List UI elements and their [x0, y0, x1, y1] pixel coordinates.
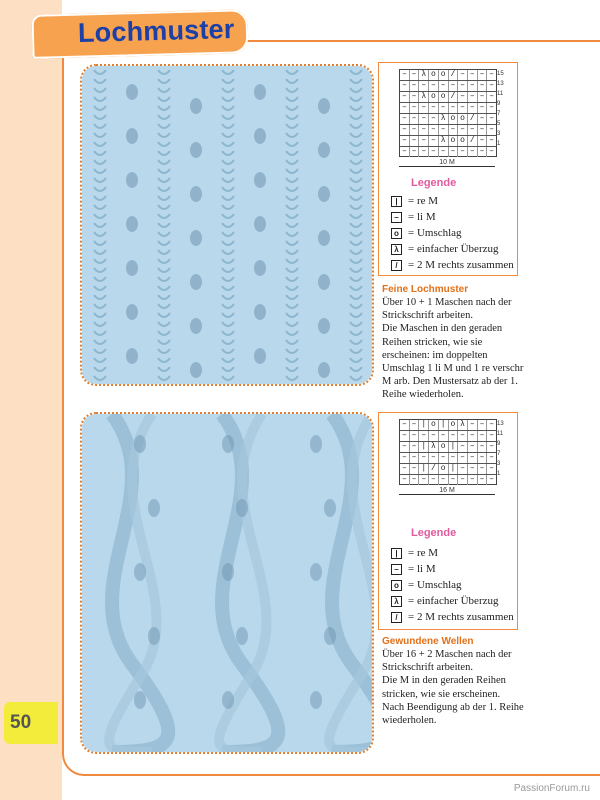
chart-row: [400, 147, 496, 157]
eyelet-hole: [126, 216, 138, 232]
legend-item-text: = 2 M rechts zusammen: [408, 611, 514, 623]
chart-cell: –: [468, 81, 478, 91]
chart-cell: /: [429, 464, 439, 474]
chart-cell: –: [439, 81, 449, 91]
chart-cell: –: [478, 442, 488, 452]
legend-item: [391, 257, 515, 273]
eyelet-hole: [310, 563, 322, 581]
chart-cell: –: [478, 103, 488, 113]
eyelet-hole: [190, 274, 202, 290]
chart-row-number: 7: [497, 451, 501, 457]
chart-cell: –: [410, 136, 420, 146]
chart-cell: –: [429, 453, 439, 463]
eyelet-hole: [318, 186, 330, 202]
chart-cell: –: [458, 464, 468, 474]
chart-cell: –: [458, 475, 468, 485]
chart-row: [400, 420, 496, 431]
chart-cell: –: [478, 420, 488, 430]
chart-cell: /: [468, 114, 478, 124]
chart-cell: –: [489, 70, 495, 79]
purl-symbol-icon: –: [391, 564, 402, 575]
chart-cell: –: [489, 442, 495, 451]
legend-item: [391, 545, 515, 561]
chart-cell: –: [468, 464, 478, 474]
chart-cell: –: [478, 92, 488, 102]
chart-cell: –: [400, 114, 410, 124]
eyelet-hole: [318, 362, 330, 378]
chart-cell: –: [468, 125, 478, 135]
chart-cell: –: [458, 431, 468, 441]
chart-cell: –: [429, 81, 439, 91]
chart-cell: –: [489, 147, 495, 156]
chart-row: [400, 114, 496, 125]
ssk-symbol-icon: λ: [391, 596, 402, 607]
chart-cell: –: [489, 92, 495, 101]
chart-row-number: 3: [497, 131, 501, 137]
chart-cell: |: [419, 420, 429, 430]
chart-cell: –: [478, 125, 488, 135]
page-title: Lochmuster: [77, 13, 235, 49]
chart-cell: –: [449, 147, 459, 157]
chart-cell: –: [449, 103, 459, 113]
chart-cell: –: [400, 431, 410, 441]
chart-cell: λ: [458, 420, 468, 430]
chart-row-number: 9: [497, 441, 501, 447]
chart-cell: –: [468, 70, 478, 80]
yarn-over-symbol-icon: o: [391, 228, 402, 239]
legend-item-text: = Umschlag: [408, 579, 462, 591]
chart-cell: –: [468, 475, 478, 485]
eyelet-hole: [318, 230, 330, 246]
chart-cell: λ: [419, 92, 429, 102]
eyelet-hole: [126, 172, 138, 188]
swatch-photo-feine-lochmuster: [80, 64, 374, 386]
chart-cell: |: [439, 420, 449, 430]
chart-row-numbers-2: [497, 419, 504, 479]
chart-cell: –: [468, 453, 478, 463]
chart-cell: –: [489, 475, 495, 484]
k2tog-symbol-icon: /: [391, 260, 402, 271]
chart-cell: –: [489, 431, 495, 440]
chart-legend-box-2: [378, 412, 518, 630]
chart-repeat-label-1: 10 M: [399, 159, 495, 167]
chart-cell: |: [449, 464, 459, 474]
chart-cell: λ: [439, 136, 449, 146]
chart-row-number: 13: [497, 81, 504, 87]
chart-cell: –: [478, 114, 488, 124]
eyelet-hole: [254, 128, 266, 144]
chart-cell: –: [449, 431, 459, 441]
chart-row-number: 3: [497, 461, 501, 467]
chart-cell: –: [400, 475, 410, 485]
legend-item-text: = 2 M rechts zusammen: [408, 259, 514, 271]
chart-cell: –: [458, 125, 468, 135]
chart-cell: o: [439, 442, 449, 452]
chart-row-numbers-1: [497, 69, 504, 149]
knitting-chart-2: [399, 419, 497, 485]
chart-row-number: 9: [497, 101, 501, 107]
chart-cell: –: [478, 147, 488, 157]
chart-cell: –: [489, 464, 495, 473]
knitting-chart-1: [399, 69, 497, 157]
chart-cell: –: [400, 453, 410, 463]
chart-row: [400, 70, 496, 81]
legend-item: [391, 593, 515, 609]
knit-symbol-icon: |: [391, 548, 402, 559]
chart-cell: –: [410, 420, 420, 430]
chart-cell: –: [468, 442, 478, 452]
eyelet-hole: [318, 98, 330, 114]
eyelet-hole: [254, 348, 266, 364]
legend-item: [391, 577, 515, 593]
chart-cell: –: [429, 125, 439, 135]
watermark: PassionForum.ru: [513, 783, 590, 794]
chart-cell: –: [419, 114, 429, 124]
legend-item: [391, 225, 515, 241]
chart-cell: |: [419, 442, 429, 452]
chart-cell: –: [400, 70, 410, 80]
eyelet-hole: [148, 627, 160, 645]
pattern-instructions-2: Über 16 + 2 Maschen nach der Strickschrift arbeiten. Die M in den geraden Reihen stricken, wie sie erscheinen. Nach Beendigung ab der 1. Reihe wiederholen.: [382, 649, 524, 727]
chart-cell: –: [449, 125, 459, 135]
chart-cell: –: [439, 103, 449, 113]
chart-cell: –: [429, 103, 439, 113]
chart-cell: |: [419, 464, 429, 474]
chart-cell: o: [429, 92, 439, 102]
legend-list-2: [391, 545, 515, 625]
chart-cell: –: [410, 431, 420, 441]
purl-symbol-icon: –: [391, 212, 402, 223]
legend-item-text: = re M: [408, 195, 439, 207]
chart-cell: –: [439, 431, 449, 441]
chart-cell: –: [458, 147, 468, 157]
chart-cell: –: [478, 453, 488, 463]
chart-cell: /: [449, 70, 459, 80]
swatch-background: [82, 66, 372, 384]
chart-legend-box-1: [378, 62, 518, 276]
eyelet-hole: [324, 499, 336, 517]
eyelet-hole: [148, 499, 160, 517]
chart-cell: –: [458, 453, 468, 463]
eyelet-hole: [190, 186, 202, 202]
chart-row-number: 1: [497, 141, 501, 147]
chart-cell: o: [439, 70, 449, 80]
chart-cell: –: [410, 453, 420, 463]
chart-cell: –: [419, 475, 429, 485]
chart-cell: |: [449, 442, 459, 452]
page-number: 50: [10, 712, 32, 733]
chart-cell: –: [439, 453, 449, 463]
chart-cell: –: [439, 125, 449, 135]
chart-cell: λ: [439, 114, 449, 124]
eyelet-hole: [222, 691, 234, 709]
chart-cell: –: [468, 420, 478, 430]
chart-cell: –: [489, 114, 495, 123]
chart-cell: o: [429, 70, 439, 80]
eyelet-hole: [126, 84, 138, 100]
chart-cell: –: [478, 136, 488, 146]
eyelet-hole: [318, 274, 330, 290]
chart-cell: –: [458, 103, 468, 113]
chart-cell: –: [419, 453, 429, 463]
eyelet-hole: [236, 627, 248, 645]
chart-cell: –: [489, 453, 495, 462]
chart-row-number: 11: [497, 431, 504, 437]
eyelet-hole: [190, 142, 202, 158]
chart-cell: /: [449, 92, 459, 102]
chart-cell: o: [429, 420, 439, 430]
chart-row-number: 7: [497, 111, 501, 117]
eyelet-hole: [126, 348, 138, 364]
chart-cell: –: [410, 442, 420, 452]
chart-row-number: 5: [497, 121, 501, 127]
chart-row: [400, 81, 496, 92]
legend-item: [391, 193, 515, 209]
chart-cell: –: [458, 442, 468, 452]
chart-cell: o: [439, 464, 449, 474]
eyelet-hole: [324, 627, 336, 645]
eyelet-hole: [134, 563, 146, 581]
chart-row: [400, 125, 496, 136]
chart-cell: –: [400, 464, 410, 474]
chart-cell: –: [410, 147, 420, 157]
chart-row-number: 13: [497, 421, 504, 427]
chart-cell: –: [410, 475, 420, 485]
eyelet-hole: [190, 230, 202, 246]
chart-cell: –: [439, 475, 449, 485]
chart-cell: o: [439, 92, 449, 102]
chart-cell: o: [449, 114, 459, 124]
eyelet-hole: [254, 304, 266, 320]
chart-cell: –: [410, 92, 420, 102]
legend-title-1: Legende: [411, 177, 457, 189]
chart-cell: –: [449, 475, 459, 485]
eyelet-hole: [254, 216, 266, 232]
chart-cell: /: [468, 136, 478, 146]
chart-cell: –: [419, 136, 429, 146]
chart-cell: –: [458, 81, 468, 91]
swatch-photo-gewundene-wellen: [80, 412, 374, 754]
chart-row: [400, 103, 496, 114]
legend-item: [391, 241, 515, 257]
chart-cell: o: [449, 136, 459, 146]
chart-cell: –: [419, 431, 429, 441]
chart-row: [400, 464, 496, 475]
chart-row: [400, 431, 496, 442]
pattern-name-1: Feine Lochmuster: [382, 284, 469, 295]
chart-cell: –: [429, 147, 439, 157]
chart-cell: –: [410, 70, 420, 80]
eyelet-hole: [310, 435, 322, 453]
chart-cell: –: [478, 475, 488, 485]
eyelet-hole: [318, 318, 330, 334]
chart-cell: –: [400, 92, 410, 102]
chart-cell: –: [410, 81, 420, 91]
chart-cell: –: [429, 431, 439, 441]
chart-repeat-label-2: 16 M: [399, 487, 495, 495]
chart-cell: o: [458, 136, 468, 146]
chart-cell: –: [489, 125, 495, 134]
chart-cell: λ: [429, 442, 439, 452]
eyelet-hole: [126, 128, 138, 144]
legend-item-text: = li M: [408, 211, 436, 223]
chart-cell: –: [449, 453, 459, 463]
chart-cell: –: [419, 125, 429, 135]
legend-item: [391, 209, 515, 225]
chart-cell: –: [429, 136, 439, 146]
chart-cell: –: [410, 103, 420, 113]
eyelet-hole: [254, 84, 266, 100]
chart-cell: –: [400, 420, 410, 430]
eyelet-hole: [134, 435, 146, 453]
chart-cell: –: [400, 136, 410, 146]
chart-row-number: 11: [497, 91, 504, 97]
chart-cell: –: [410, 114, 420, 124]
chart-cell: –: [478, 70, 488, 80]
chart-cell: –: [429, 475, 439, 485]
legend-title-2: Legende: [411, 527, 457, 539]
eyelet-hole: [134, 691, 146, 709]
eyelet-hole: [254, 260, 266, 276]
legend-item-text: = einfacher Überzug: [408, 595, 499, 607]
chart-cell: –: [439, 147, 449, 157]
eyelet-hole: [310, 691, 322, 709]
chart-cell: –: [458, 92, 468, 102]
chart-cell: –: [489, 81, 495, 90]
chart-cell: –: [449, 81, 459, 91]
chart-row: [400, 442, 496, 453]
ssk-symbol-icon: λ: [391, 244, 402, 255]
knit-symbol-icon: |: [391, 196, 402, 207]
chart-row: [400, 453, 496, 464]
chart-cell: –: [468, 147, 478, 157]
chart-cell: –: [400, 81, 410, 91]
chart-cell: o: [458, 114, 468, 124]
pattern-instructions-1: Über 10 + 1 Maschen nach der Strickschrift arbeiten. Die Maschen in den geraden Reihen stricken, wie sie erscheinen: im doppelten Umschlag 1 li M und 1 re verschr M arb. Den Mustersatz ab der 1. Reihe wiederholen.: [382, 297, 524, 401]
chart-cell: –: [400, 125, 410, 135]
chart-cell: –: [489, 103, 495, 112]
chart-cell: –: [429, 114, 439, 124]
eyelet-hole: [236, 499, 248, 517]
eyelet-hole: [190, 318, 202, 334]
chart-cell: –: [478, 431, 488, 441]
eyelet-hole: [222, 435, 234, 453]
eyelet-hole: [190, 362, 202, 378]
chart-cell: –: [458, 70, 468, 80]
eyelet-hole: [318, 142, 330, 158]
chart-cell: –: [468, 431, 478, 441]
chart-cell: –: [410, 125, 420, 135]
chart-cell: –: [410, 464, 420, 474]
chart-row: [400, 92, 496, 103]
chart-cell: –: [400, 442, 410, 452]
chart-cell: λ: [419, 70, 429, 80]
legend-item-text: = li M: [408, 563, 436, 575]
eyelet-hole: [190, 98, 202, 114]
chart-cell: –: [468, 92, 478, 102]
legend-item: [391, 561, 515, 577]
chart-cell: –: [419, 147, 429, 157]
pattern-name-2: Gewundene Wellen: [382, 636, 474, 647]
legend-list-1: [391, 193, 515, 273]
chart-row-number: 1: [497, 471, 501, 477]
eyelet-hole: [222, 563, 234, 581]
chart-cell: –: [478, 81, 488, 91]
eyelet-hole: [254, 172, 266, 188]
chart-cell: –: [489, 136, 495, 145]
eyelet-hole: [126, 304, 138, 320]
legend-item-text: = einfacher Überzug: [408, 243, 499, 255]
chart-cell: –: [419, 81, 429, 91]
chart-cell: –: [400, 103, 410, 113]
chart-cell: –: [489, 420, 495, 429]
yarn-over-symbol-icon: o: [391, 580, 402, 591]
chart-row-number: 15: [497, 71, 504, 77]
page-side-bar: [0, 0, 62, 800]
chart-cell: –: [478, 464, 488, 474]
eyelet-hole: [126, 260, 138, 276]
chart-cell: –: [400, 147, 410, 157]
k2tog-symbol-icon: /: [391, 612, 402, 623]
legend-item-text: = Umschlag: [408, 227, 462, 239]
chart-cell: –: [468, 103, 478, 113]
chart-row: [400, 475, 496, 485]
chart-cell: –: [419, 103, 429, 113]
chart-cell: o: [449, 420, 459, 430]
chart-row: [400, 136, 496, 147]
legend-item-text: = re M: [408, 547, 439, 559]
legend-item: [391, 609, 515, 625]
